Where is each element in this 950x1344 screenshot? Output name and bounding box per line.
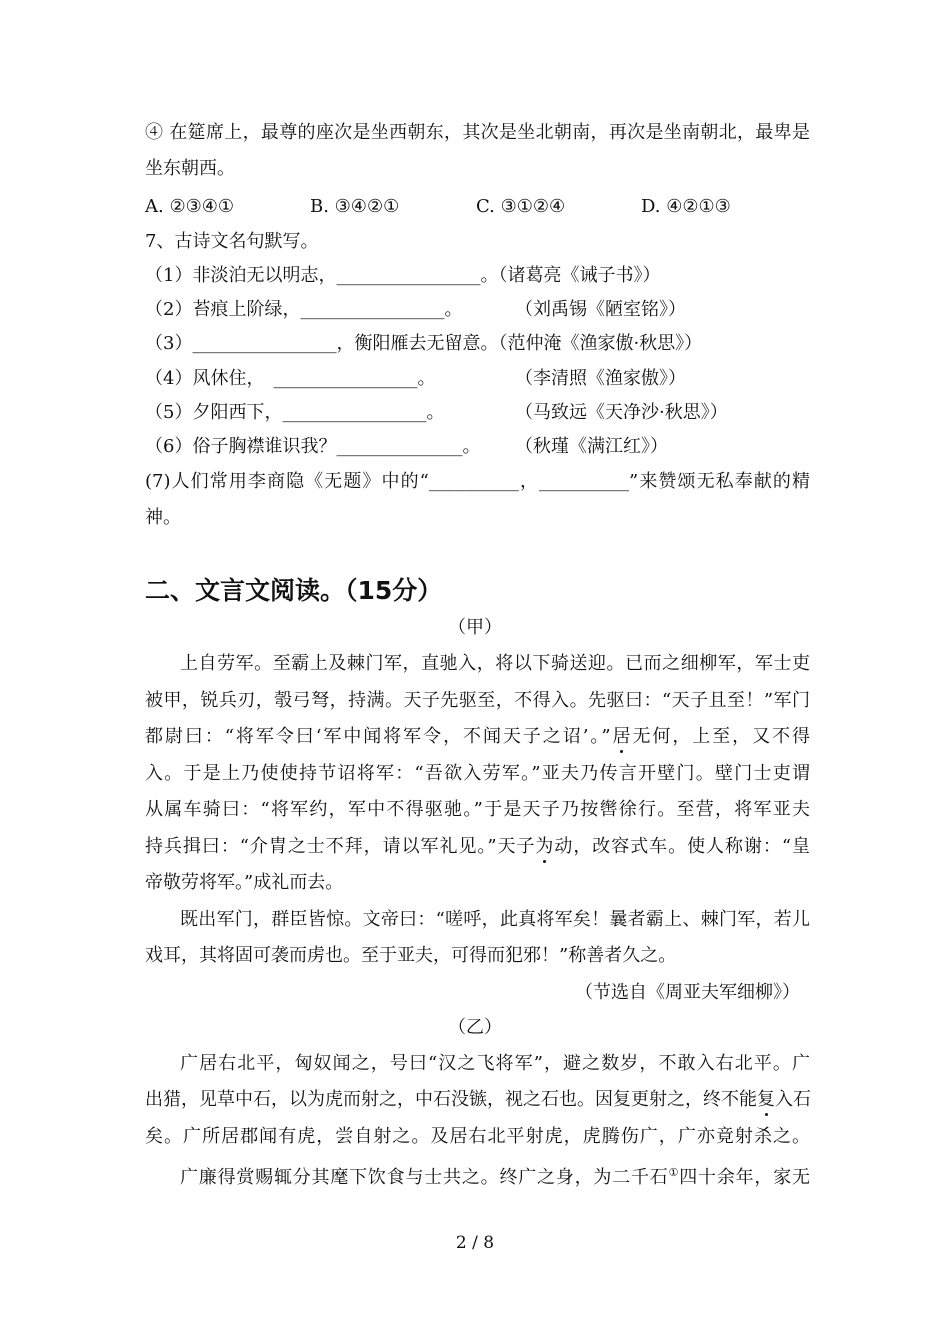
- yi-line-3: 矣。广所居郡闻有虎，尝自射之。及居右北平射虎，虎腾伤广，广亦竟射杀之。: [145, 1126, 810, 1147]
- jia-line-5: 从属车骑曰：“将军约，军中不得驱驰。”于是天子乃按辔徐行。至营，将军亚夫: [145, 799, 810, 820]
- section-heading: 二、文言文阅读。（15分）: [145, 576, 443, 605]
- q7-item-4: （4）风休住， ________________。: [145, 368, 436, 389]
- jia-source: （节选自《周亚夫军细柳》）: [575, 982, 800, 1003]
- page-number: 2 / 8: [455, 1233, 495, 1253]
- jia-line-7: 帝敬劳将军。”成礼而去。: [145, 872, 344, 893]
- q7-title: 7、古诗文名句默写。: [145, 231, 319, 252]
- q7-item-6: （6）俗子胸襟谁识我？______________。: [145, 436, 481, 457]
- q7-item-4-source: （李清照《渔家傲》）: [515, 368, 686, 389]
- jia-line-6: 持兵揖曰：“介胄之士不拜，请以军礼见。”天子为动，改容式车。使人称谢：“皇: [145, 836, 811, 857]
- q7-item-5: （5）夕阳西下，________________。: [145, 402, 445, 423]
- jia-line-3: 都尉曰：“将军令曰‘军中闻将军令，不闻天子之诏’。”居无何，上至，又不得: [145, 726, 811, 747]
- passage-jia-label: （甲）: [448, 617, 502, 638]
- q7-item-5-source: （马致远《天净沙·秋思》）: [515, 402, 728, 423]
- footnote-marker: ①: [668, 1166, 680, 1179]
- option-b: B. ③④②①: [310, 196, 400, 217]
- jia-p2-line-1: 既出军门，群臣皆惊。文帝曰：“嗟呼，此真将军矣！曩者霸上、棘门军，若儿: [180, 909, 810, 930]
- q7-item-7-line2: 神。: [145, 507, 181, 528]
- yi-line-1: 广居右北平，匈奴闻之，号曰“汉之飞将军”，避之数岁，不敢入右北平。广: [180, 1053, 810, 1074]
- option-a: A. ②③④①: [145, 196, 234, 217]
- option-c: C. ③①②④: [476, 196, 566, 217]
- jia-line-1: 上自劳军。至霸上及棘门军，直驰入，将以下骑送迎。已而之细柳军，军士吏: [180, 653, 810, 674]
- option-d: D. ④②①③: [641, 196, 731, 217]
- passage-yi-label: （乙）: [448, 1017, 502, 1038]
- q7-item-2-source: （刘禹锡《陋室铭》）: [515, 299, 686, 320]
- q7-item-3: （3）________________，衡阳雁去无留意。（范仲淹《渔家傲·秋思》）: [145, 333, 703, 354]
- jia-line-4: 入。于是上乃使使持节诏将军：“吾欲入劳军。”亚夫乃传言开壁门。壁门士吏谓: [145, 763, 810, 784]
- emphasis-dot-char: 复: [757, 1089, 775, 1110]
- q7-item-7-line1: (7)人们常用李商隐《无题》中的“__________，__________”来赞颂无私奉献的精: [145, 471, 810, 492]
- jia-p2-line-2: 戏耳，其将固可袭而虏也。至于亚夫，可得而犯邪！”称善者久之。: [145, 945, 677, 966]
- q7-item-1: （1）非淡泊无以明志，________________。（诸葛亮《诫子书》）: [145, 265, 661, 286]
- yi-line-4: 广廉得赏赐辄分其麾下饮食与士共之。终广之身，为二千石①四十余年，家无: [180, 1166, 810, 1188]
- emphasis-dot-char: 为: [535, 836, 555, 857]
- emphasis-dot-char: 居: [610, 726, 633, 747]
- q7-item-6-source: （秋瑾《满江红》）: [515, 436, 668, 457]
- q6-item4-line1: ④ 在筵席上，最尊的座次是坐西朝东，其次是坐北朝南，再次是坐南朝北，最卑是: [145, 122, 810, 143]
- yi-line-2: 出猎，见草中石，以为虎而射之，中石没镞，视之石也。因复更射之，终不能复入石: [145, 1089, 811, 1110]
- q6-item4-line2: 坐东朝西。: [145, 158, 235, 179]
- q7-item-2: （2）苔痕上阶绿，________________。: [145, 299, 463, 320]
- jia-line-2: 被甲，锐兵刃，彀弓弩，持满。天子先驱至，不得入。先驱曰：“天子且至！”军门: [145, 690, 810, 711]
